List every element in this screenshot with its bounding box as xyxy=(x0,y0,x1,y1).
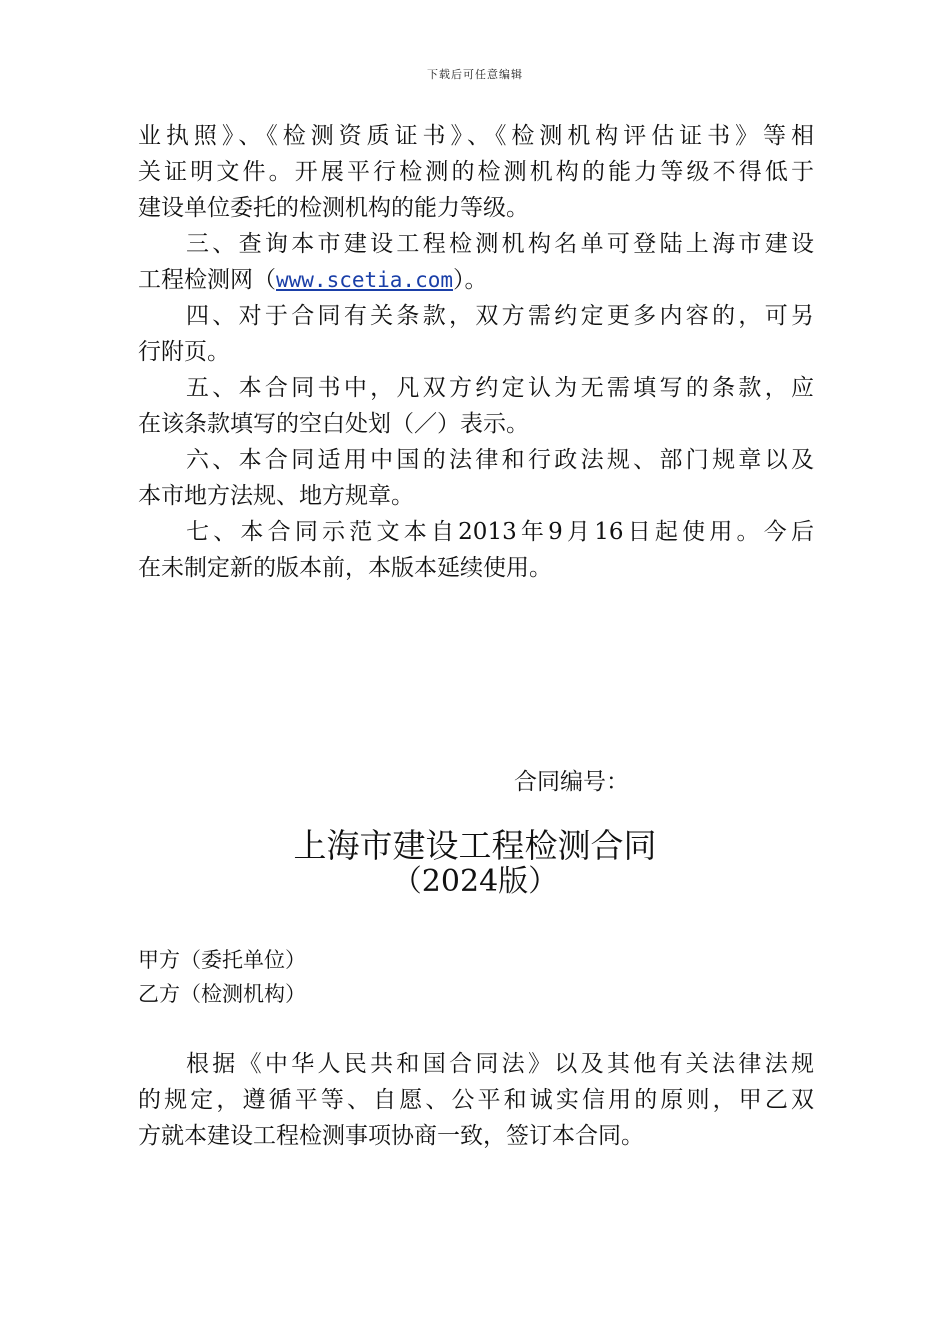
preamble-line: 方就本建设工程检测事项协商一致，签订本合同。 xyxy=(138,1123,644,1149)
paragraph-line: 关证明文件。开展平行检测的检测机构的能力等级不得低于 xyxy=(138,159,814,185)
party-a-label: 甲方（委托单位） xyxy=(138,948,306,972)
page-header-note: 下载后可任意编辑 xyxy=(427,68,523,81)
preamble-line: 的规定，遵循平等、自愿、公平和诚实信用的原则，甲乙双 xyxy=(138,1087,814,1113)
clause-4-line: 四、对于合同有关条款，双方需约定更多内容的，可另 xyxy=(186,303,814,329)
clause-3-text: 工程检测网（ xyxy=(138,267,276,293)
clause-4-line-2: 行附页。 xyxy=(138,339,230,365)
paragraph-line: 建设单位委托的检测机构的能力等级。 xyxy=(138,195,529,221)
website-link[interactable]: www.scetia.com xyxy=(276,268,454,292)
clause-7-line: 七、本合同示范文本自2013年9月16日起使用。今后 xyxy=(186,519,814,545)
party-b-label: 乙方（检测机构） xyxy=(138,982,306,1006)
document-title: 上海市建设工程检测合同 xyxy=(293,826,657,865)
clause-3-text-end: ）。 xyxy=(453,267,488,293)
document-version: （2024版） xyxy=(391,864,559,899)
clause-5-line: 五、本合同书中，凡双方约定认为无需填写的条款，应 xyxy=(186,375,814,401)
clause-3-line-2 xyxy=(138,262,814,298)
clause-5-line-2: 在该条款填写的空白处划（／）表示。 xyxy=(138,411,529,437)
clause-6-line: 六、本合同适用中国的法律和行政法规、部门规章以及 xyxy=(186,447,814,473)
paragraph-line: 业执照》、《检测资质证书》、《检测机构评估证书》等相 xyxy=(138,123,814,149)
notes-section xyxy=(138,118,814,586)
preamble-paragraph xyxy=(138,1046,814,1154)
clause-7-line-2: 在未制定新的版本前，本版本延续使用。 xyxy=(138,555,552,581)
contract-number-label: 合同编号： xyxy=(514,769,629,795)
clause-6-line-2: 本市地方法规、地方规章。 xyxy=(138,483,414,509)
clause-3-line: 三、查询本市建设工程检测机构名单可登陆上海市建设 xyxy=(186,231,814,257)
preamble-line: 根据《中华人民共和国合同法》以及其他有关法律法规 xyxy=(186,1051,814,1077)
